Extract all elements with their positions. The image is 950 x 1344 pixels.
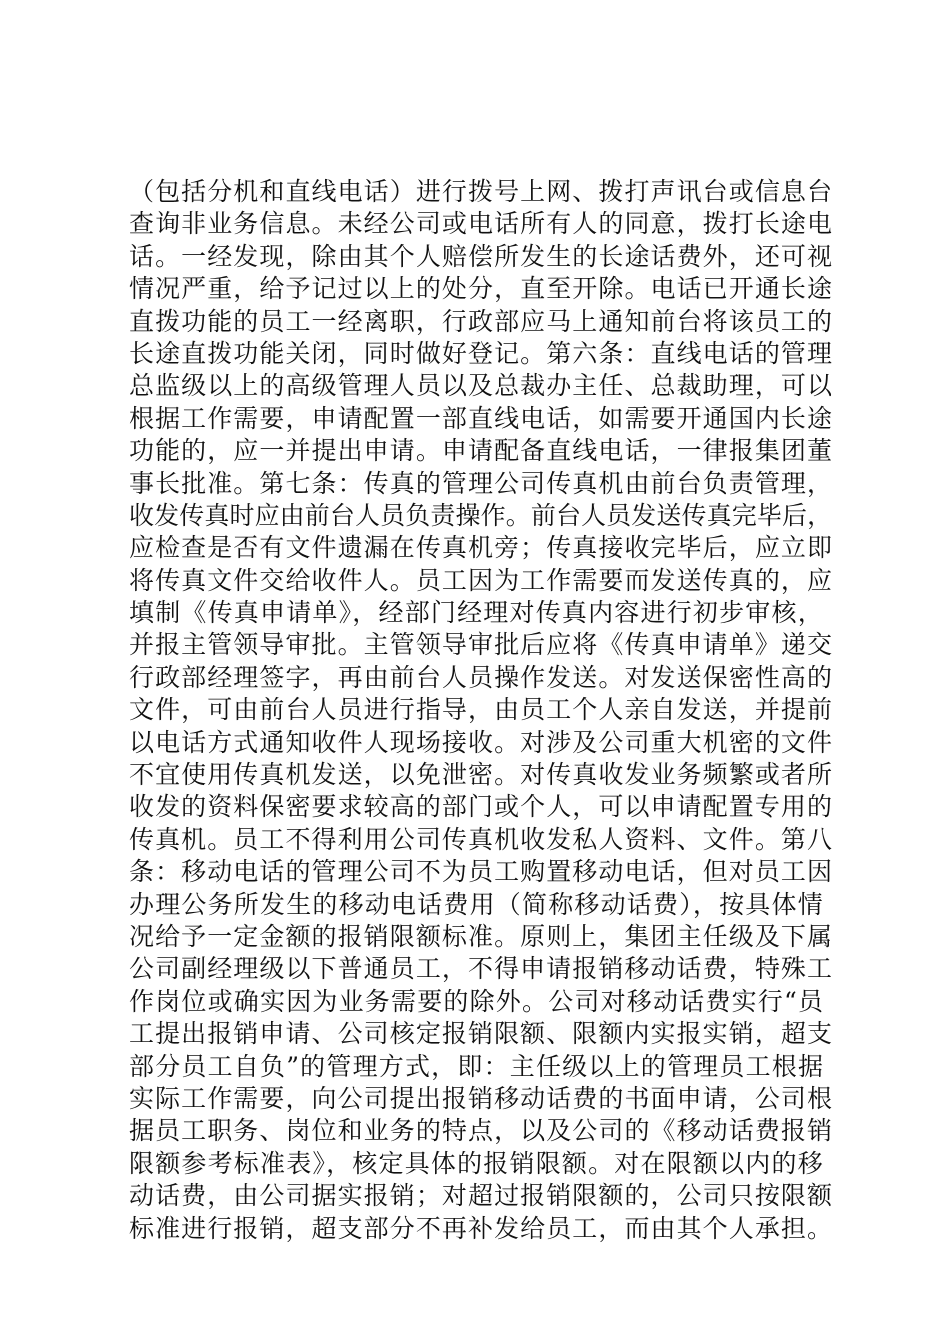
text-line: 根据工作需要，申请配置一部直线电话，如需要开通国内长途 [129,403,834,433]
text-line: 将传真文件交给收件人。员工因为工作需要而发送传真的，应 [129,565,834,595]
text-line: 限额参考标准表》，核定具体的报销限额。对在限额以内的移 [129,1148,824,1178]
text-line: 况给予一定金额的报销限额标准。原则上，集团主任级及下属 [129,921,834,951]
text-line: 行政部经理签字，再由前台人员操作发送。对发送保密性高的 [129,662,834,692]
text-line: 公司副经理级以下普通员工，不得申请报销移动话费，特殊工 [129,954,834,984]
text-line: 填制《传真申请单》，经部门经理对传真内容进行初步审核， [129,598,824,628]
text-line: 工提出报销申请、公司核定报销限额、限额内实报实销，超支 [129,1019,834,1049]
text-line: 部分员工自负”的管理方式，即：主任级以上的管理员工根据 [129,1051,825,1081]
text-line: 长途直拨功能关闭，同时做好登记。第六条：直线电话的管理 [129,338,834,368]
text-line: 条：移动电话的管理公司不为员工购置移动电话，但对员工因 [129,857,834,887]
text-line: 实际工作需要，向公司提出报销移动话费的书面申请，公司根 [129,1083,834,1113]
text-line: 并报主管领导审批。主管领导审批后应将《传真申请单》递交 [129,630,834,660]
text-line: 事长批准。第七条：传真的管理公司传真机由前台负责管理， [129,468,834,498]
text-line: 以电话方式通知收件人现场接收。对涉及公司重大机密的文件 [129,727,834,757]
text-line: 话。一经发现，除由其个人赔偿所发生的长途话费外，还可视 [129,241,834,271]
text-line: 标准进行报销，超支部分不再补发给员工，而由其个人承担。 [129,1213,834,1243]
text-line: 总监级以上的高级管理人员以及总裁办主任、总裁助理，可以 [129,371,834,401]
text-line: （包括分机和直线电话）进行拨号上网、拨打声讯台或信息台 [129,177,834,206]
text-line: 据员工职务、岗位和业务的特点，以及公司的《移动话费报销 [129,1116,834,1146]
text-line: 动话费，由公司据实报销；对超过报销限额的，公司只按限额 [129,1181,834,1211]
text-line: 应检查是否有文件遗漏在传真机旁；传真接收完毕后，应立即 [129,533,834,563]
text-line: 传真机。员工不得利用公司传真机收发私人资料、文件。第八 [129,824,834,854]
text-line: 办理公务所发生的移动电话费用（简称移动话费），按具体情 [129,889,824,919]
body-paragraph [129,176,834,1245]
text-line: 直拨功能的员工一经离职，行政部应马上通知前台将该员工的 [129,306,834,336]
text-line: 功能的，应一并提出申请。申请配备直线电话，一律报集团董 [129,436,834,466]
text-line: 文件，可由前台人员进行指导，由员工个人亲自发送，并提前 [129,695,834,725]
text-line: 不宜使用传真机发送，以免泄密。对传真收发业务频繁或者所 [129,760,834,790]
text-line: 收发的资料保密要求较高的部门或个人，可以申请配置专用的 [129,792,834,822]
text-line: 作岗位或确实因为业务需要的除外。公司对移动话费实行“员 [129,986,825,1016]
text-line: 收发传真时应由前台人员负责操作。前台人员发送传真完毕后， [129,500,833,530]
text-line: 情况严重，给予记过以上的处分，直至开除。电话已开通长途 [129,274,834,304]
text-line: 查询非业务信息。未经公司或电话所有人的同意，拨打长途电 [129,209,834,239]
